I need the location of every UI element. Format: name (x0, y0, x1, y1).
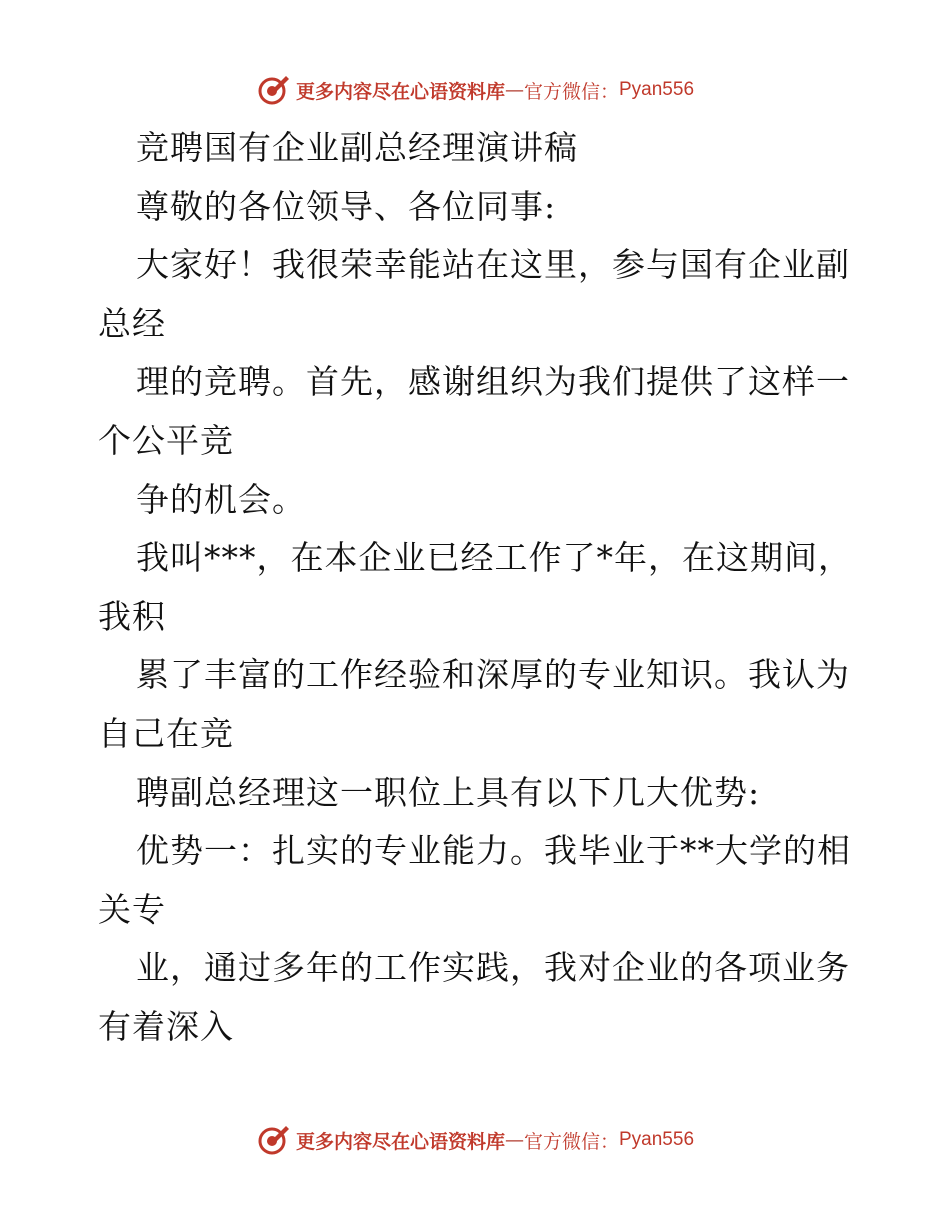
text-line: 理的竞聘。首先，感谢组织为我们提供了这样一 (136, 362, 850, 402)
text-line: 个公平竞 (98, 420, 234, 460)
banner-wechat-id: Pyan556 (619, 79, 695, 100)
text-line: 聘副总经理这一职位上具有以下几大优势: (136, 772, 761, 812)
text-line: 有着深入 (98, 1006, 234, 1046)
footer-banner (0, 1120, 950, 1160)
banner-wechat-id: Pyan556 (619, 1129, 695, 1150)
banner-dash: — (504, 79, 524, 101)
pen-seal-icon (256, 1122, 292, 1158)
text-line: 大家好！我很荣幸能站在这里，参与国有企业副 (136, 245, 850, 285)
text-line: 优势一：扎实的专业能力。我毕业于**大学的相 (136, 831, 851, 871)
banner-wechat-label: 官方微信： (523, 1130, 619, 1153)
text-line: 争的机会。 (136, 479, 306, 519)
header-banner (0, 70, 950, 110)
text-line: 关专 (98, 889, 166, 929)
document-body (98, 119, 858, 1057)
text-line: 累了丰富的工作经验和深厚的专业知识。我认为 (136, 655, 850, 695)
text-line: 自己在竞 (98, 713, 234, 753)
text-line: 业，通过多年的工作实践，我对企业的各项业务 (136, 948, 850, 988)
pen-seal-icon (256, 72, 292, 108)
text-line: 总经 (98, 303, 166, 343)
banner-wechat-label: 官方微信： (523, 80, 619, 103)
text-line: 尊敬的各位领导、各位同事: (136, 186, 557, 226)
banner-brand: 更多内容尽在心语资料库 (295, 80, 505, 103)
text-line: 我积 (98, 596, 166, 636)
text-line: 我叫***，在本企业已经工作了*年，在这期间， (136, 538, 852, 578)
banner-dash: — (504, 1129, 524, 1151)
banner-brand: 更多内容尽在心语资料库 (295, 1130, 505, 1153)
document-title: 竞聘国有企业副总经理演讲稿 (136, 128, 578, 167)
